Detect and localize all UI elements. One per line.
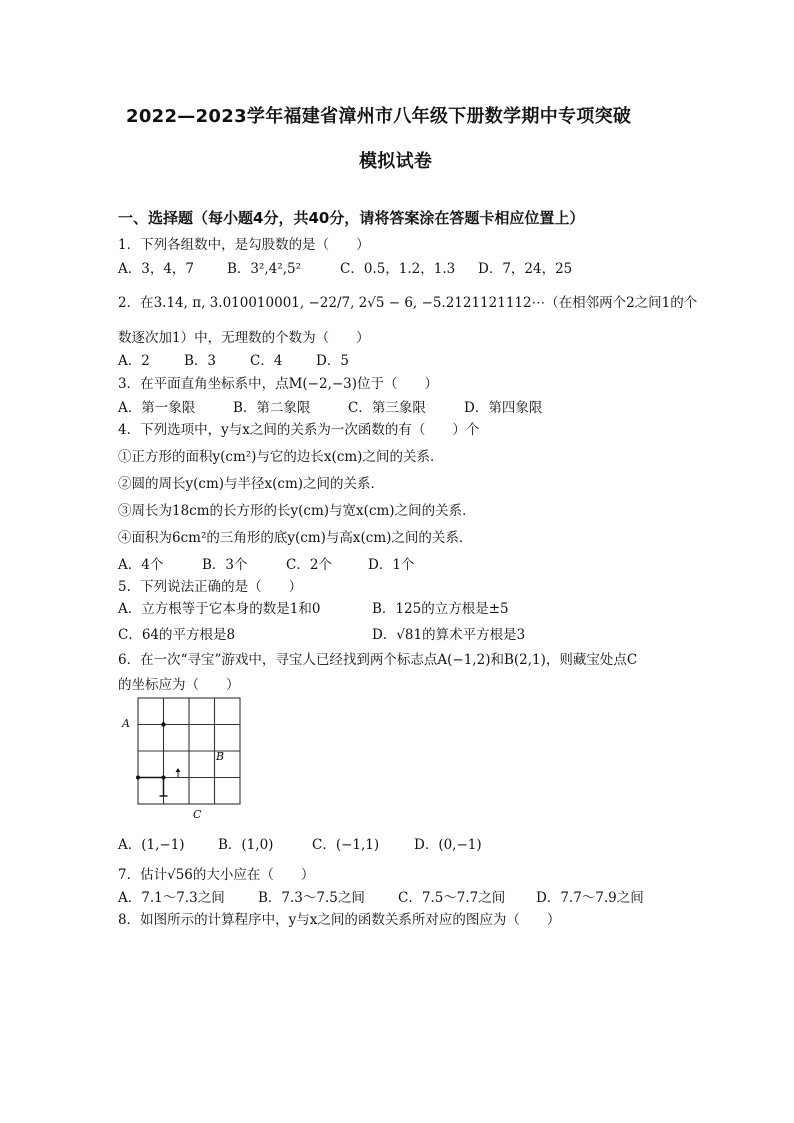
question-6-stem: 6．在一次“寻宝”游戏中，寻宝人已经找到两个标志点A(−1,2)和B(2,1)，则藏宝处点C xyxy=(118,652,638,668)
question-3-stem: 3．在平面直角坐标系中，点M(−2,−3)位于（ ） xyxy=(118,376,439,392)
point-a-marker xyxy=(161,722,165,726)
label-c: C xyxy=(193,808,202,821)
label-b: B xyxy=(216,750,225,763)
question-2-option-d: D．5 xyxy=(316,353,349,369)
question-5-option-d: D．√81的算术平方根是3 xyxy=(372,627,526,643)
question-4-stem: 4．下列选项中，y与x之间的关系为一次函数的有（ ）个 xyxy=(118,422,480,438)
grid-svg xyxy=(120,694,250,824)
page-title: 2022—2023学年福建省漳州市八年级下册数学期中专项突破 xyxy=(126,106,632,127)
question-2-stem-cont: 数逐次加1）中，无理数的个数为（ ） xyxy=(118,330,370,346)
question-1-option-b: B．3²,4²,5² xyxy=(227,261,302,277)
question-5-option-b: B．125的立方根是±5 xyxy=(372,601,509,617)
question-1-option-c: C．0.5，1.2，1.3 xyxy=(340,261,456,277)
question-3-option-b: B．第二象限 xyxy=(233,400,311,416)
question-7-option-d: D．7.7～7.9之间 xyxy=(536,890,644,906)
page-title-line2: 模拟试卷 xyxy=(359,151,433,172)
question-4-option-b: B．3个 xyxy=(202,557,248,573)
question-5-stem: 5．下列说法正确的是（ ） xyxy=(118,579,303,595)
question-4-item-4: ④面积为6cm²的三角形的底y(cm)与高x(cm)之间的关系． xyxy=(118,530,473,546)
question-2-stem: 2．在3.14, π, 3.010010001, −22/7, 2√5 − 6, −5.2121121112⋯（在相邻两个2之间1的个 xyxy=(118,295,698,311)
question-7-option-c: C．7.5～7.7之间 xyxy=(398,890,506,906)
label-a: A xyxy=(122,717,130,730)
section-heading: 一、选择题（每小题4分，共40分，请将答案涂在答题卡相应位置上） xyxy=(118,209,585,227)
question-8-stem: 8．如图所示的计算程序中，y与x之间的函数关系所对应的图应为（ ） xyxy=(118,912,561,928)
question-4-option-a: A．4个 xyxy=(118,557,164,573)
treasure-grid-figure xyxy=(120,694,250,824)
question-1-stem: 1．下列各组数中，是勾股数的是（ ） xyxy=(118,237,370,253)
grid-lines xyxy=(138,698,240,804)
question-3-option-d: D．第四象限 xyxy=(464,400,543,416)
question-3-option-c: C．第三象限 xyxy=(348,400,426,416)
question-6-option-a: A．(1,−1) xyxy=(118,837,185,853)
question-1-option-a: A．3，4，7 xyxy=(118,261,195,277)
question-6-option-c: C．(−1,1) xyxy=(312,837,380,853)
question-2-option-c: C．4 xyxy=(250,353,283,369)
question-6-option-d: D．(0,−1) xyxy=(414,837,482,853)
question-7-option-b: B．7.3～7.5之间 xyxy=(258,890,365,906)
question-5-option-c: C．64的平方根是8 xyxy=(118,627,236,643)
question-4-option-d: D．1个 xyxy=(368,557,415,573)
question-4-option-c: C．2个 xyxy=(286,557,332,573)
question-6-option-b: B．(1,0) xyxy=(218,837,274,853)
question-6-stem-cont: 的坐标应为（ ） xyxy=(118,677,240,693)
question-1-option-d: D．7，24，25 xyxy=(478,261,573,277)
question-7-stem: 7．估计√56的大小应在（ ） xyxy=(118,867,315,883)
question-4-item-3: ③周长为18cm的长方形的长y(cm)与宽x(cm)之间的关系． xyxy=(118,503,476,519)
question-2-option-a: A．2 xyxy=(118,353,150,369)
question-2-option-b: B．3 xyxy=(184,353,217,369)
question-3-option-a: A．第一象限 xyxy=(118,400,196,416)
question-4-item-1: ①正方形的面积y(cm²)与它的边长x(cm)之间的关系． xyxy=(118,449,444,465)
question-5-option-a: A．立方根等于它本身的数是1和0 xyxy=(118,601,321,617)
question-7-option-a: A．7.1～7.3之间 xyxy=(118,890,225,906)
question-4-item-2: ②圆的周长y(cm)与半径x(cm)之间的关系． xyxy=(118,476,385,492)
arrow-up-icon xyxy=(176,768,181,772)
